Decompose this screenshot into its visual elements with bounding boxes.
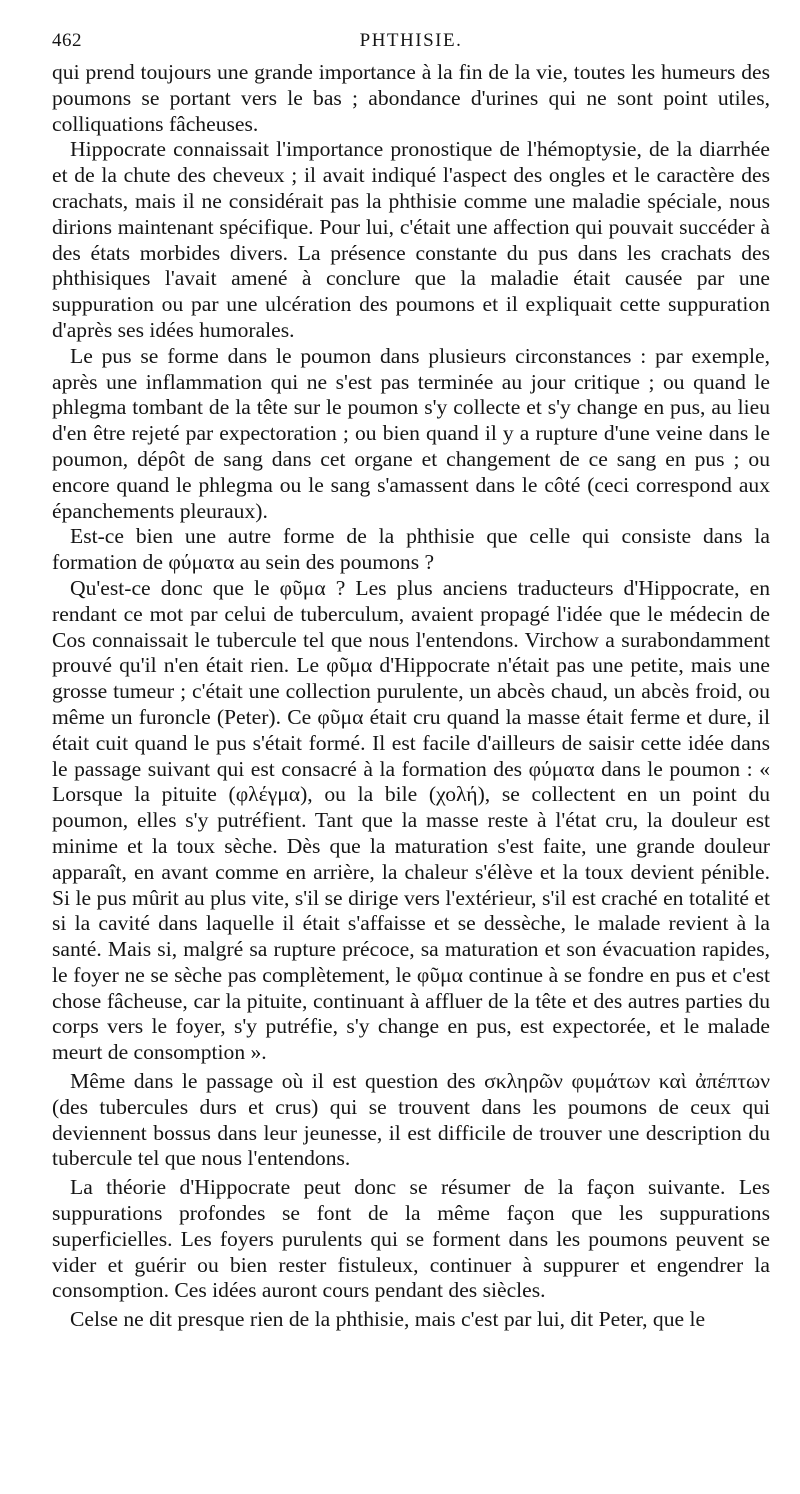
paragraph-hippocrate-pronostic: Hippocrate connaissait l'importance pronostique de l'hémoptysie, de la diarrhée et de la chute des cheveux ; il avait indiqué l'aspect des ongles et le caractère des crachats, mais il ne considérait pas la phthisie comme une maladie spéciale, nous dirions maintenant spécifique. Pour lui, c'était une affection qui pouvait succéder à des états morbides divers. La présence constante du pus dans les crachats des phthisiques l'avait amené à conclure que la maladie était causée par une suppuration ou par une ulcération des poumons et il expliquait cette suppuration d'après ses idées humorales. — [52, 137, 770, 342]
page-number: 462 — [52, 30, 82, 51]
running-head — [52, 30, 770, 60]
paragraph-continued: qui prend toujours une grande importance à la fin de la vie, toutes les humeurs des poumons se portant vers le bas ; abondance d'urines qui ne sont point utiles, colliquations fâcheuses. — [52, 60, 770, 136]
paragraph-question-phymata: Est-ce bien une autre forme de la phthisie que celle qui consiste dans la formation de φύματα au sein des poumons ? — [52, 524, 770, 575]
running-title: PHTHISIE. — [359, 30, 463, 51]
paragraph-tubercules-durs: Même dans le passage où il est question des σκληρῶν φυμάτων καὶ ἀπέπτων (des tubercules durs et crus) qui se trouvent dans les poumons de ceux qui deviennent bossus dans leur jeunesse, il est difficile de trouver une description du tubercule tel que nous l'entendons. — [52, 1069, 770, 1171]
book-page — [52, 30, 770, 1333]
body-text — [52, 60, 770, 1333]
paragraph-theorie-hippocrate: La théorie d'Hippocrate peut donc se résumer de la façon suivante. Les suppurations profondes se font de la même façon que les suppurations superficielles. Les foyers purulents qui se forment dans les poumons peuvent se vider et guérir ou bien rester fistuleux, continuer à suppurer et engendrer la consomption. Ces idées auront cours pendant des siècles. — [52, 1175, 770, 1303]
paragraph-celse: Celse ne dit presque rien de la phthisie, mais c'est par lui, dit Peter, que le — [70, 1307, 706, 1332]
paragraph-formation-du-pus: Le pus se forme dans le poumon dans plusieurs circonstances : par exemple, après une inflammation qui ne s'est pas terminée au jour critique ; ou quand le phlegma tombant de la tête sur le poumon s'y collecte et s'y change en pus, au lieu d'en être rejeté par expectoration ; ou bien quand il y a rupture d'une veine dans le poumon, dépôt de sang dans cet organe et changement de ce sang en pus ; ou encore quand le phlegma ou le sang s'amassent dans le côté (ceci correspond aux épanchements pleuraux). — [52, 343, 770, 523]
paragraph-definition-phyma: Qu'est-ce donc que le φῦμα ? Les plus anciens traducteurs d'Hippocrate, en rendant ce mot par celui de tuberculum, avaient propagé l'idée que le médecin de Cos connaissait le tubercule tel que nous l'entendons. Virchow a surabondamment prouvé qu'il n'en était rien. Le φῦμα d'Hippocrate n'était pas une petite, mais une grosse tumeur ; c'était une collection purulente, un abcès chaud, un abcès froid, ou même un furoncle (Peter). Ce φῦμα était cru quand la masse était ferme et dure, il était cuit quand le pus s'était formé. Il est facile d'ailleurs de saisir cette idée dans le passage suivant qui est consacré à la formation des φύματα dans le poumon : « Lorsque la pituite (φλέγμα), ou la bile (χολή), se collectent en un point du poumon, elles s'y putréfient. Tant que la masse reste à l'état cru, la douleur est minime et la toux sèche. Dès que la maturation s'est faite, une grande douleur apparaît, en avant comme en arrière, la chaleur s'élève et la toux devient pénible. Si le pus mûrit au plus vite, s'il se dirige vers l'extérieur, s'il est craché en totalité et si la cavité dans laquelle il était s'affaisse et se dessèche, le malade revient à la santé. Mais si, malgré sa rupture précoce, sa maturation et son évacuation rapides, le foyer ne se sèche pas complètement, le φῦμα continue à se fondre en pus et c'est chose fâcheuse, car la pituite, continuant à affluer de la tête et des autres parties du corps vers le foyer, s'y putréfie, s'y change en pus, est expectorée, et le malade meurt de consomption ». — [52, 575, 770, 1065]
